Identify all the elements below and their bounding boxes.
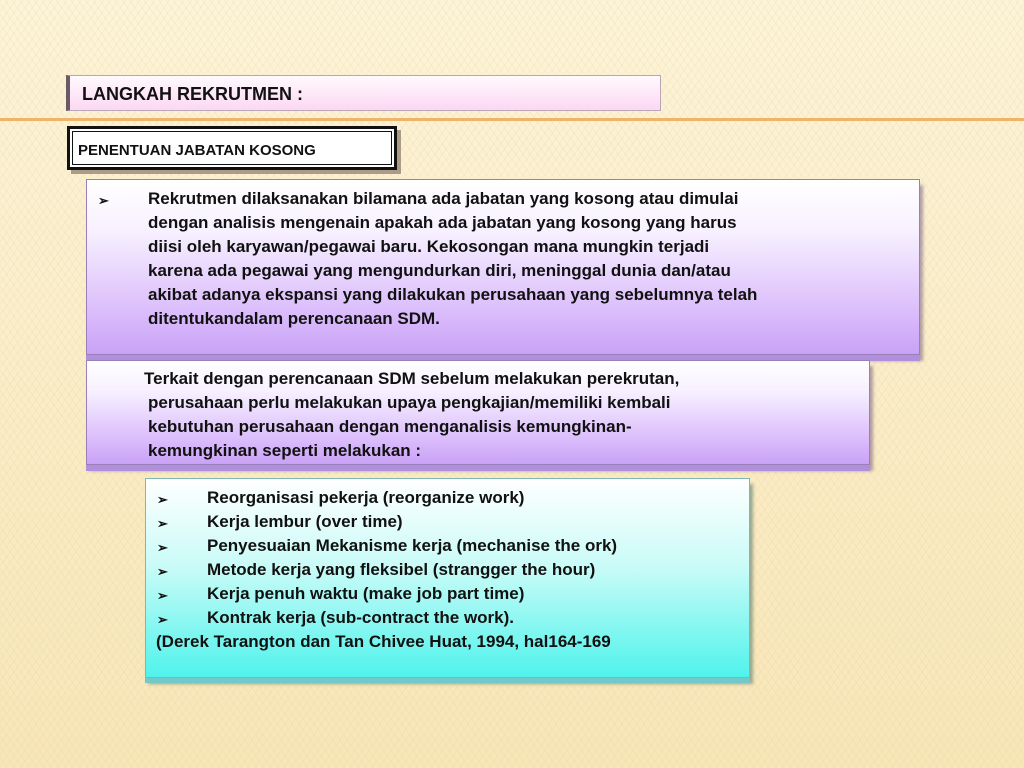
slide-title: LANGKAH REKRUTMEN : [82,84,303,104]
list-item: Metode kerja yang fleksibel (strangger the hour) [207,560,596,579]
list-item: Penyesuaian Mekanisme kerja (mechanise the ork) [207,536,618,555]
arrow-bullet-icon: ➢ [157,492,168,507]
citation: (Derek Tarangton dan Tan Chivee Huat, 1994, hal164-169 [156,632,611,651]
paragraph2-line: kemungkinan seperti melakukan : [148,441,422,460]
subtitle-box [67,126,397,170]
list-item: Kontrak kerja (sub-contract the work). [207,608,515,627]
slide-title-box [66,75,661,111]
arrow-bullet-icon: ➢ [157,516,168,531]
paragraph-box-2 [86,360,870,465]
paragraph2-line: kebutuhan perusahaan dengan menganalisis kemungkinan- [148,417,632,436]
paragraph2-line: Terkait dengan perencanaan SDM sebelum melakukan perekrutan, [144,369,680,388]
paragraph2-line: perusahaan perlu melakukan upaya pengkajian/memiliki kembali [148,393,671,412]
list-item: Kerja penuh waktu (make job part time) [207,584,525,603]
paragraph1-line: dengan analisis mengenain apakah ada jabatan yang kosong yang harus [148,213,737,232]
subtitle-text: PENENTUAN JABATAN KOSONG [78,142,316,159]
header-divider-line [0,118,1024,121]
paragraph1-line: akibat adanya ekspansi yang dilakukan perusahaan yang sebelumnya telah [148,285,758,304]
list-item: Kerja lembur (over time) [207,512,403,531]
paragraph1-line: karena ada pegawai yang mengundurkan diri, meninggal dunia dan/atau [148,261,731,280]
paragraph1-line: Rekrutmen dilaksanakan bilamana ada jabatan yang kosong atau dimulai [148,189,739,208]
arrow-bullet-icon: ➢ [98,193,109,208]
paragraph1-line: ditentukandalam perencanaan SDM. [148,309,440,328]
list-item: Reorganisasi pekerja (reorganize work) [207,488,525,507]
arrow-bullet-icon: ➢ [157,588,168,603]
arrow-bullet-icon: ➢ [157,540,168,555]
arrow-bullet-icon: ➢ [157,612,168,627]
arrow-bullet-icon: ➢ [157,564,168,579]
paragraph-box-1 [86,179,920,355]
paragraph1-line: diisi oleh karyawan/pegawai baru. Kekosongan mana mungkin terjadi [148,237,710,256]
options-list-box [145,478,750,678]
